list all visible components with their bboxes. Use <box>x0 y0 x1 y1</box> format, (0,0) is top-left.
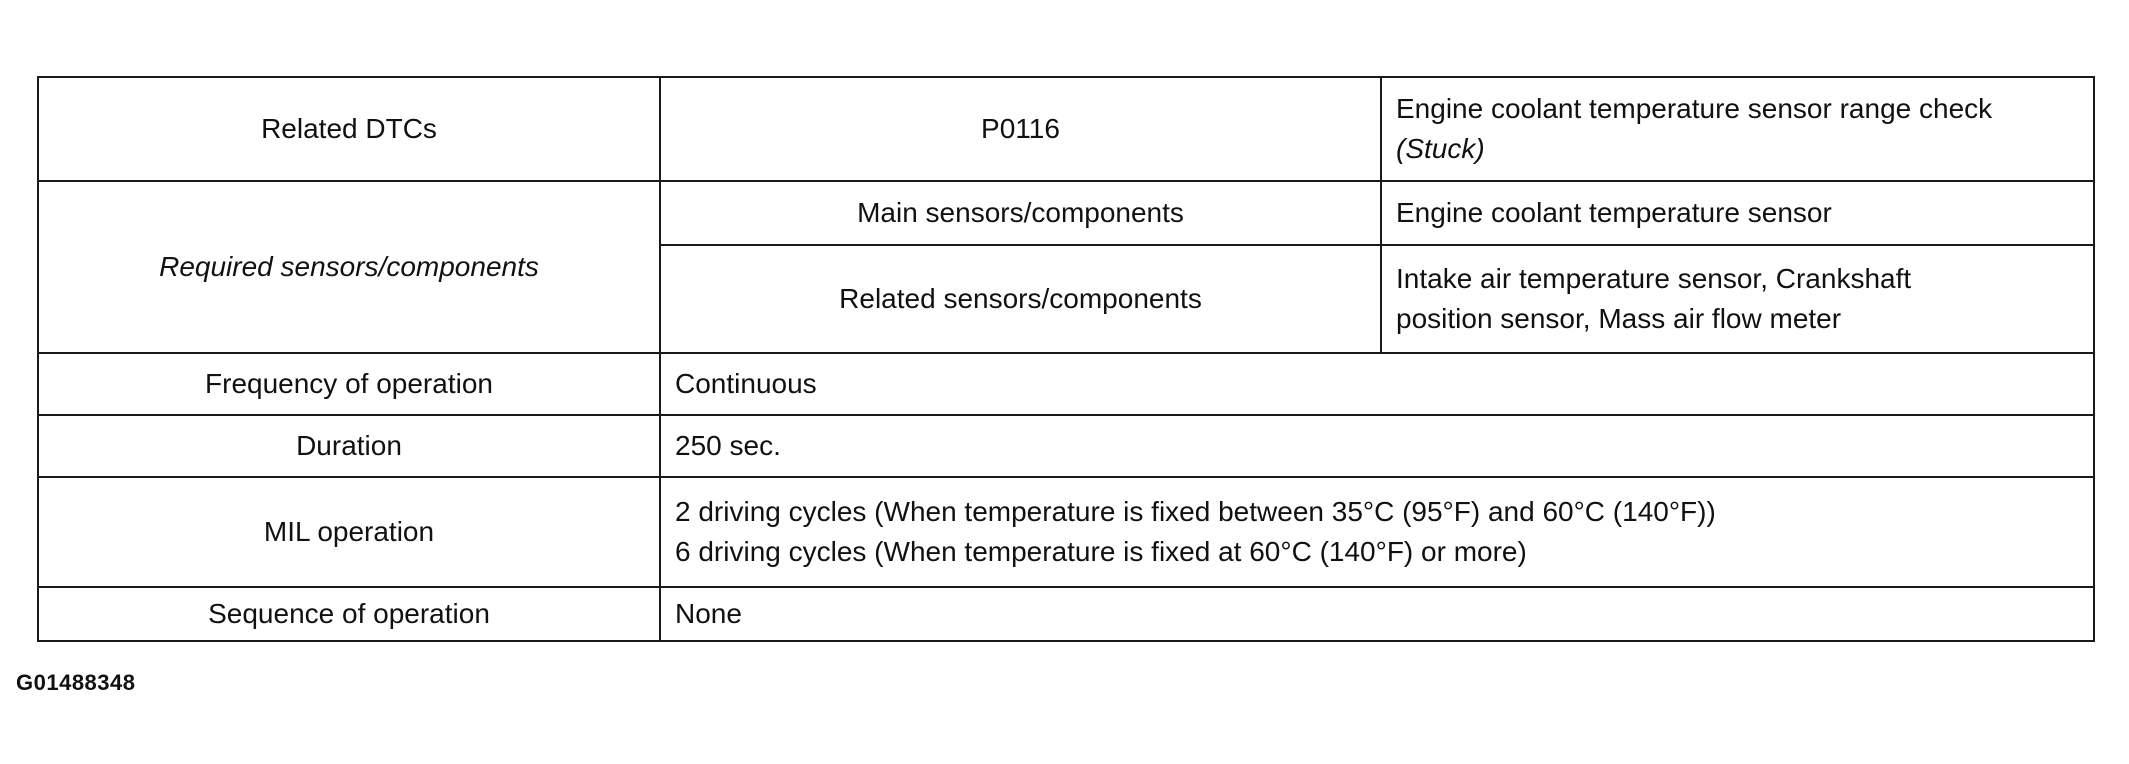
dtc-description-sub: (Stuck) <box>1396 133 1485 164</box>
sequence-label: Sequence of operation <box>38 587 660 641</box>
row-related-dtcs <box>38 77 2094 181</box>
required-sensors-label: Required sensors/components <box>38 181 660 353</box>
spec-table <box>37 76 2095 642</box>
row-main-sensors <box>38 181 2094 245</box>
frequency-value: Continuous <box>660 353 2094 415</box>
row-mil-operation <box>38 477 2094 587</box>
figure-id: G01488348 <box>16 670 136 695</box>
dtc-description <box>1381 77 2094 181</box>
row-frequency <box>38 353 2094 415</box>
mil-operation-value-line2: 6 driving cycles (When temperature is fixed at 60°C (140°F) or more) <box>675 536 1527 567</box>
main-sensors-label: Main sensors/components <box>660 181 1381 245</box>
frequency-label: Frequency of operation <box>38 353 660 415</box>
mil-operation-value <box>660 477 2094 587</box>
main-sensors-value: Engine coolant temperature sensor <box>1381 181 2094 245</box>
duration-label: Duration <box>38 415 660 477</box>
related-sensors-value <box>1381 245 2094 353</box>
dtc-description-main: Engine coolant temperature sensor range check <box>1396 93 1993 124</box>
related-sensors-label: Related sensors/components <box>660 245 1381 353</box>
sequence-value: None <box>660 587 2094 641</box>
related-sensors-value-line1: Intake air temperature sensor, Crankshaft <box>1396 263 1912 294</box>
dtc-code: P0116 <box>660 77 1381 181</box>
mil-operation-label: MIL operation <box>38 477 660 587</box>
row-duration <box>38 415 2094 477</box>
related-sensors-value-line2: position sensor, Mass air flow meter <box>1396 303 1842 334</box>
duration-value: 250 sec. <box>660 415 2094 477</box>
row-sequence <box>38 587 2094 641</box>
mil-operation-value-line1: 2 driving cycles (When temperature is fixed between 35°C (95°F) and 60°C (140°F)) <box>675 496 1716 527</box>
related-dtcs-label: Related DTCs <box>38 77 660 181</box>
